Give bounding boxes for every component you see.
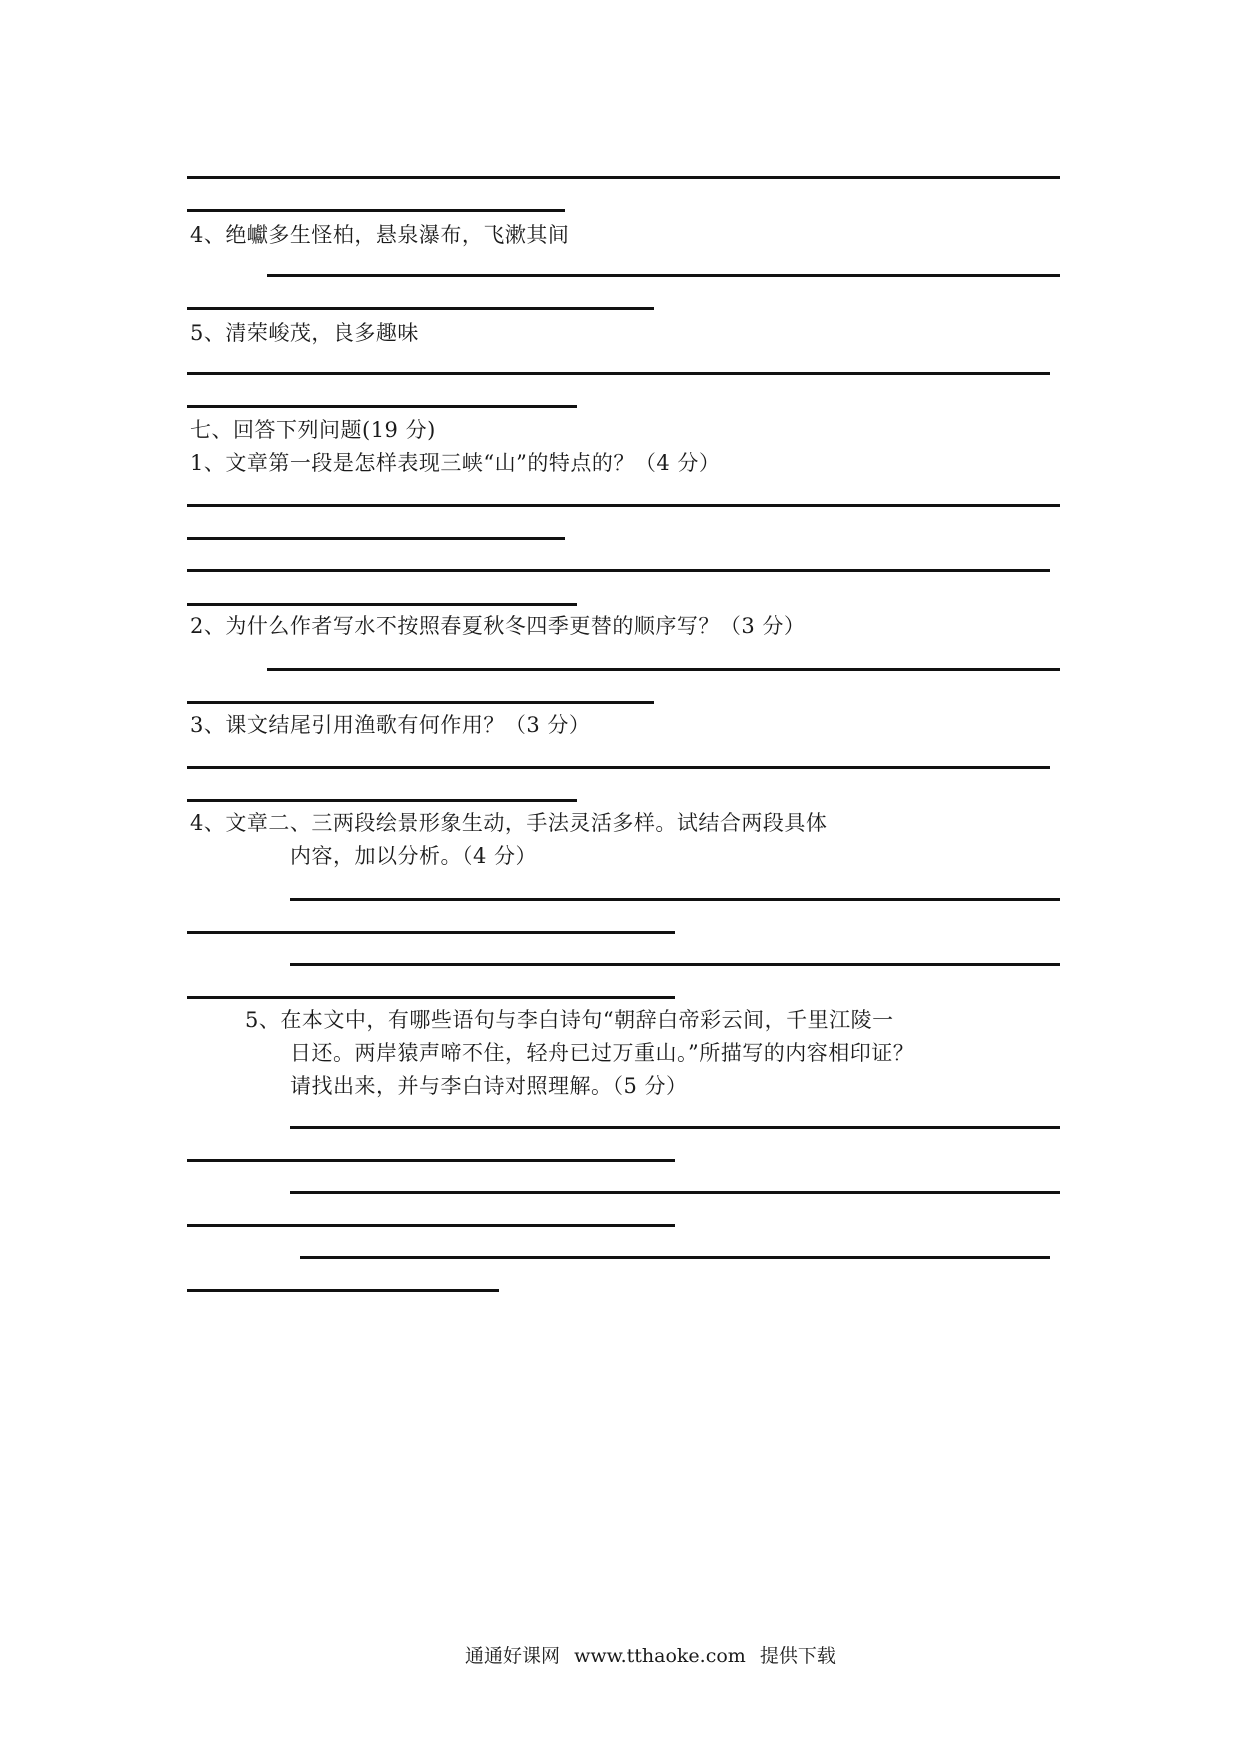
question-5-line-2: 日还。两岸猿声啼不住，轻舟已过万重山。”所描写的内容相印证？ xyxy=(290,1041,915,1065)
answer-line[interactable] xyxy=(187,405,577,408)
answer-line[interactable] xyxy=(187,209,565,212)
item-5: 5、清荣峻茂，良多趣味 xyxy=(190,321,419,345)
question-4-line-1: 4、文章二、三两段绘景形象生动，手法灵活多样。试结合两段具体 xyxy=(190,811,828,835)
answer-line[interactable] xyxy=(187,504,1060,507)
answer-line[interactable] xyxy=(187,569,1050,572)
answer-line[interactable] xyxy=(187,537,565,540)
item-4: 4、绝巘多生怪柏，悬泉瀑布，飞漱其间 xyxy=(190,223,570,247)
footer-site-name: 通通好课网 xyxy=(465,1645,561,1667)
answer-line[interactable] xyxy=(187,799,577,802)
question-4-line-2: 内容，加以分析。（4 分） xyxy=(290,844,538,868)
answer-line[interactable] xyxy=(187,1224,675,1227)
footer-url[interactable]: www.tthaoke.com xyxy=(574,1645,746,1667)
answer-line[interactable] xyxy=(290,1126,1060,1129)
answer-line[interactable] xyxy=(187,307,654,310)
answer-line[interactable] xyxy=(187,176,1060,179)
answer-line[interactable] xyxy=(187,372,1050,375)
answer-line[interactable] xyxy=(187,1289,499,1292)
answer-line[interactable] xyxy=(187,701,654,704)
answer-line[interactable] xyxy=(187,766,1050,769)
answer-line[interactable] xyxy=(290,963,1060,966)
question-2: 2、为什么作者写水不按照春夏秋冬四季更替的顺序写？（3 分） xyxy=(190,614,806,638)
question-5-line-1: 5、在本文中，有哪些语句与李白诗句“朝辞白帝彩云间，千里江陵一 xyxy=(245,1008,894,1032)
answer-line[interactable] xyxy=(290,1191,1060,1194)
answer-line[interactable] xyxy=(187,931,675,934)
answer-line[interactable] xyxy=(290,898,1060,901)
answer-line[interactable] xyxy=(187,996,675,999)
question-5-line-3: 请找出来，并与李白诗对照理解。（5 分） xyxy=(290,1074,688,1098)
question-3: 3、课文结尾引用渔歌有何作用？（3 分） xyxy=(190,713,591,737)
answer-line[interactable] xyxy=(187,1159,675,1162)
section-heading: 七、回答下列问题(19 分) xyxy=(190,418,436,442)
answer-line[interactable] xyxy=(187,603,577,606)
answer-line[interactable] xyxy=(300,1256,1050,1259)
answer-line[interactable] xyxy=(267,668,1060,671)
page-footer xyxy=(465,1641,836,1668)
question-1: 1、文章第一段是怎样表现三峡“山”的特点的？（4 分） xyxy=(190,451,721,475)
answer-line[interactable] xyxy=(267,274,1060,277)
footer-suffix: 提供下载 xyxy=(759,1645,836,1667)
